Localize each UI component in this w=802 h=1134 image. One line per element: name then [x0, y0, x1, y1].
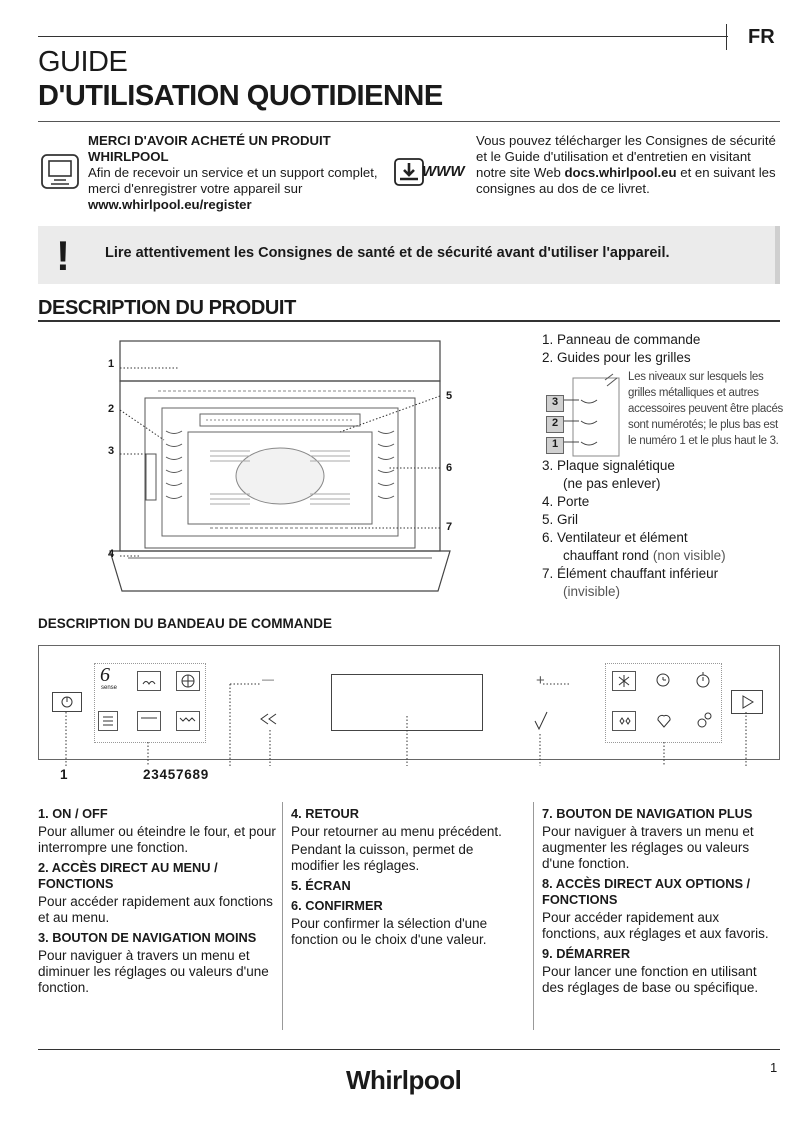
callout-5: 5	[446, 390, 453, 402]
sense-number: 6	[100, 664, 110, 686]
docs-link[interactable]: docs.whirlpool.eu	[564, 165, 677, 180]
download-text-2: et en suivant les consignes au dos de ce livret.	[476, 165, 776, 196]
sense-label: sense	[101, 685, 118, 691]
page-title-line-2: D'UTILISATION QUOTIDIENNE	[38, 80, 443, 112]
func-9-heading: 9. DÉMARRER	[542, 946, 631, 961]
whirlpool-logo: Whirlpool	[346, 1065, 462, 1095]
callout-7: 7	[446, 521, 453, 533]
part-6: 6. Ventilateur et élément	[542, 530, 688, 545]
section-title-product: DESCRIPTION DU PRODUIT	[38, 297, 296, 319]
rack-level-3: 3	[546, 395, 564, 412]
func-4-text-2: Pendant la cuisson, permet de modifier les réglages.	[291, 842, 474, 873]
func-6-text: Pour confirmer la sélection d'une fonction ou le choix d'une valeur.	[291, 916, 488, 947]
intro-rule	[38, 121, 780, 122]
page-number: 1	[770, 1060, 778, 1075]
func-6-heading: 6. CONFIRMER	[291, 898, 383, 913]
monitor-icon	[40, 153, 80, 191]
www-label: WWW	[422, 163, 465, 180]
func-8-heading: 8. ACCÈS DIRECT AUX OPTIONS / FONCTIONS	[542, 876, 751, 907]
download-block	[476, 133, 776, 197]
header-rule	[38, 36, 728, 37]
part-2: 2. Guides pour les grilles	[542, 350, 691, 365]
download-icon	[394, 158, 424, 186]
footer-rule	[38, 1049, 780, 1050]
func-9-text: Pour lancer une fonction en utilisant des réglages de base ou spécifique.	[542, 964, 759, 995]
func-8-text: Pour accéder rapidement aux fonctions, aux réglages et aux favoris.	[542, 910, 769, 941]
func-7-text: Pour naviguer à travers un menu et augmenter les réglages ou valeurs d'une fonction.	[542, 824, 754, 871]
functions-column-1	[38, 802, 278, 996]
minus-button[interactable]: —	[262, 672, 274, 686]
column-divider-2	[533, 802, 534, 1030]
part-3-note: (ne pas enlever)	[563, 476, 661, 491]
callout-3: 3	[108, 445, 115, 457]
register-text: Afin de recevoir un service et un support complet, merci d'enregistrer votre appareil sur	[88, 165, 378, 196]
header-divider	[726, 24, 727, 50]
part-3: 3. Plaque signalétique	[542, 458, 675, 473]
rack-level-1: 1	[546, 437, 564, 454]
rack-level-2: 2	[546, 416, 564, 433]
register-heading: MERCI D'AVOIR ACHETÉ UN PRODUIT WHIRLPOOL	[88, 133, 331, 164]
func-2-text: Pour accéder rapidement aux fonctions et au menu.	[38, 894, 273, 925]
func-3-text: Pour naviguer à travers un menu et diminuer les réglages ou valeurs d'une fonction.	[38, 948, 269, 995]
callout-2: 2	[108, 403, 115, 415]
register-block	[88, 133, 388, 213]
download-text: Vous pouvez télécharger les Consignes de sécurité et le Guide d'utilisation et d'entretien en visitant notre site Web	[476, 133, 776, 180]
func-5-heading: 5. ÉCRAN	[291, 878, 351, 893]
func-2-heading: 2. ACCÈS DIRECT AU MENU / FONCTIONS	[38, 860, 218, 891]
language-code: FR	[748, 26, 775, 48]
functions-column-3	[542, 802, 772, 996]
callout-6: 6	[446, 462, 453, 474]
func-7-heading: 7. BOUTON DE NAVIGATION PLUS	[542, 806, 753, 821]
part-7-note: (invisible)	[563, 584, 621, 599]
section-title-control-panel: DESCRIPTION DU BANDEAU DE COMMANDE	[38, 616, 333, 631]
column-divider-1	[282, 802, 283, 1030]
func-1-heading: 1. ON / OFF	[38, 806, 108, 821]
exclamation-icon: !	[56, 232, 70, 279]
callout-4: 4	[108, 548, 115, 560]
page-title-line-1: GUIDE	[38, 46, 128, 78]
func-1-text: Pour allumer ou éteindre le four, et pour interrompre une fonction.	[38, 824, 276, 855]
plus-button[interactable]: +	[536, 672, 545, 689]
part-6-cont: chauffant rond	[563, 548, 650, 563]
callout-1: 1	[108, 358, 115, 370]
func-3-heading: 3. BOUTON DE NAVIGATION MOINS	[38, 930, 257, 945]
rack-level-note: Les niveaux sur lesquels les grilles métalliques et autres accessoires peuvent être placés sont numérotés; le plus bas est le numéro 1 et le plus haut le 3.	[628, 371, 783, 447]
control-leader-lines	[38, 676, 780, 768]
part-1: 1. Panneau de commande	[542, 332, 701, 347]
register-link[interactable]: www.whirlpool.eu/register	[88, 197, 252, 212]
safety-warning-text: Lire attentivement les Consignes de santé et de sécurité avant d'utiliser l'appareil.	[105, 245, 670, 261]
section-rule	[38, 320, 780, 322]
oven-diagram	[70, 336, 460, 596]
func-4-text: Pour retourner au menu précédent.	[291, 824, 502, 839]
functions-column-2	[291, 802, 521, 948]
func-4-heading: 4. RETOUR	[291, 806, 360, 821]
part-6-note: (non visible)	[652, 548, 726, 563]
legend-1: 1	[60, 767, 68, 782]
part-7: 7. Élément chauffant inférieur	[542, 566, 719, 581]
part-5: 5. Gril	[542, 512, 579, 527]
part-4: 4. Porte	[542, 494, 590, 509]
legend-group: 2 3 4 5 7 6 8 9	[143, 767, 209, 782]
